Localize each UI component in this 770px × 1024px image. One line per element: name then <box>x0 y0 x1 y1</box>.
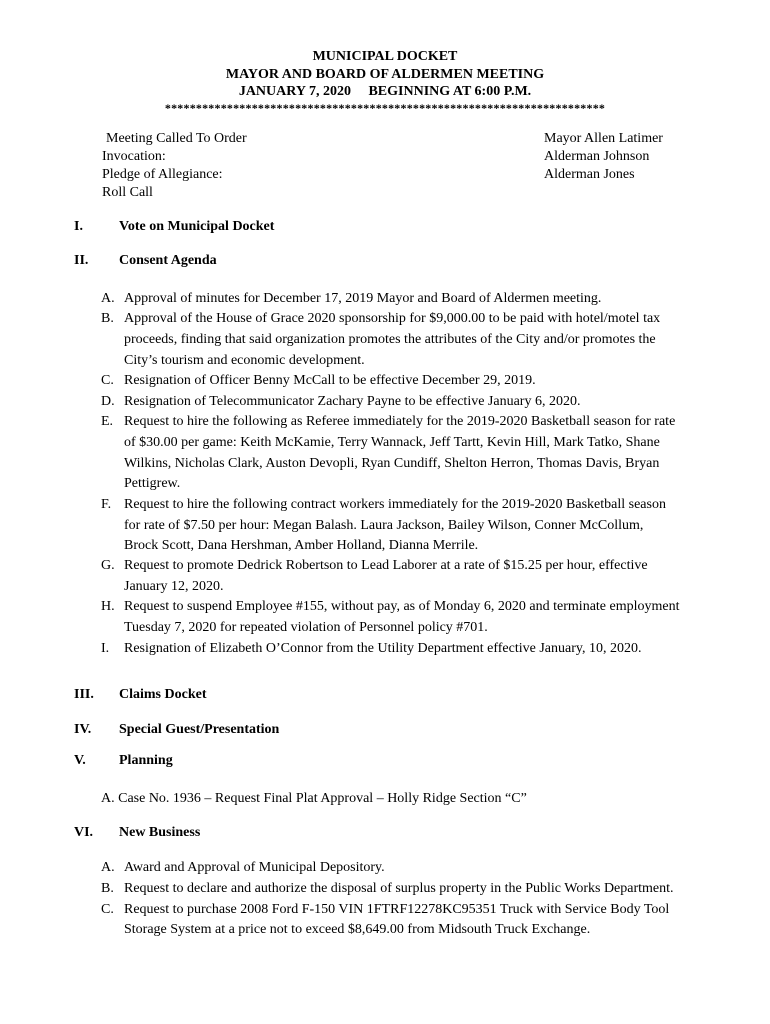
consent-marker-b: B. <box>101 311 114 326</box>
new-business-marker-a: A. <box>101 860 115 875</box>
consent-item-h-line-1: Request to suspend Employee #155, without pay, as of Monday 6, 2020 and terminate employment <box>124 599 680 614</box>
section-title-claims: Claims Docket <box>119 687 207 702</box>
new-business-item-b: Request to declare and authorize the disposal of surplus property in the Public Works Department. <box>124 881 674 896</box>
opening-invocation: Invocation: <box>102 149 166 164</box>
section-numeral-ii: II. <box>74 253 89 268</box>
section-numeral-i: I. <box>74 219 83 234</box>
opening-pledge: Pledge of Allegiance: <box>102 167 223 182</box>
separator-line: *********************************************************************** <box>164 101 606 115</box>
consent-marker-f: F. <box>101 497 112 512</box>
consent-marker-i: I. <box>101 641 110 656</box>
consent-item-h-line-2: Tuesday 7, 2020 for repeated violation of Personnel policy #701. <box>124 620 488 635</box>
consent-item-f-line-3: Brock Scott, Dana Hershman, Amber Holland, Dianna Merrile. <box>124 538 479 553</box>
opening-alderman-1: Alderman Johnson <box>544 149 650 164</box>
new-business-marker-c: C. <box>101 902 114 917</box>
opening-roll-call: Roll Call <box>102 185 153 200</box>
new-business-item-a: Award and Approval of Municipal Depository. <box>124 860 385 875</box>
section-title-vote: Vote on Municipal Docket <box>119 219 275 234</box>
consent-marker-d: D. <box>101 394 115 409</box>
section-numeral-v: V. <box>74 753 86 768</box>
consent-marker-g: G. <box>101 558 115 573</box>
opening-alderman-2: Alderman Jones <box>544 167 635 182</box>
consent-item-b-line-3: City’s tourism and economic development. <box>124 353 365 368</box>
section-numeral-vi: VI. <box>74 825 94 840</box>
consent-item-b-line-1: Approval of the House of Grace 2020 sponsorship for $9,000.00 to be paid with hotel/motel tax <box>124 311 661 326</box>
consent-marker-c: C. <box>101 373 114 388</box>
consent-item-g-line-1: Request to promote Dedrick Robertson to Lead Laborer at a rate of $15.25 per hour, effective <box>124 558 648 573</box>
section-title-planning: Planning <box>119 753 173 768</box>
opening-call-to-order: Meeting Called To Order <box>106 131 247 146</box>
opening-mayor: Mayor Allen Latimer <box>544 131 663 146</box>
new-business-marker-b: B. <box>101 881 114 896</box>
new-business-item-c-line-2: Storage System at a price not to exceed $8,649.00 from Midsouth Truck Exchange. <box>124 922 591 937</box>
consent-item-g-line-2: January 12, 2020. <box>124 579 224 594</box>
consent-marker-e: E. <box>101 414 114 429</box>
meeting-subtitle: MAYOR AND BOARD OF ALDERMEN MEETING <box>225 67 545 82</box>
planning-item-a: A. Case No. 1936 – Request Final Plat Approval – Holly Ridge Section “C” <box>101 791 527 806</box>
consent-item-i: Resignation of Elizabeth O’Connor from the Utility Department effective January, 10, 2020. <box>124 641 642 656</box>
section-title-consent: Consent Agenda <box>119 253 217 268</box>
section-numeral-iv: IV. <box>74 722 92 737</box>
consent-marker-a: A. <box>101 291 115 306</box>
consent-item-e-line-2: of $30.00 per game: Keith McKamie, Terry Wannack, Jeff Tartt, Kevin Hill, Mark Tatko, Shane <box>124 435 660 450</box>
consent-item-d: Resignation of Telecommunicator Zachary Payne to be effective January 6, 2020. <box>124 394 581 409</box>
document-title: MUNICIPAL DOCKET <box>312 49 458 64</box>
consent-item-e-line-1: Request to hire the following as Referee immediately for the 2019-2020 Basketball season for rate <box>124 414 676 429</box>
consent-item-e-line-4: Pettigrew. <box>124 476 181 491</box>
consent-item-e-line-3: Wilkins, Nicholas Clark, Auston Devopli, Ryan Cundiff, Shelton Herron, Thomas Davis, Bryan <box>124 456 660 471</box>
section-numeral-iii: III. <box>74 687 94 702</box>
consent-item-b-line-2: proceeds, finding that said organization promotes the attributes of the City and/or promotes the <box>124 332 656 347</box>
meeting-date-line: JANUARY 7, 2020 BEGINNING AT 6:00 P.M. <box>238 84 532 99</box>
consent-item-c: Resignation of Officer Benny McCall to be effective December 29, 2019. <box>124 373 536 388</box>
consent-item-f-line-1: Request to hire the following contract workers immediately for the 2019-2020 Basketball season <box>124 497 666 512</box>
consent-marker-h: H. <box>101 599 115 614</box>
consent-item-f-line-2: for rate of $7.50 per hour: Megan Balash. Laura Jackson, Bailey Wilson, Conner McCollum, <box>124 518 644 533</box>
section-title-new-business: New Business <box>119 825 201 840</box>
section-title-special-guest: Special Guest/Presentation <box>119 722 280 737</box>
new-business-item-c-line-1: Request to purchase 2008 Ford F-150 VIN 1FTRF12278KC95351 Truck with Service Body Tool <box>124 902 670 917</box>
consent-item-a: Approval of minutes for December 17, 2019 Mayor and Board of Aldermen meeting. <box>124 291 602 306</box>
